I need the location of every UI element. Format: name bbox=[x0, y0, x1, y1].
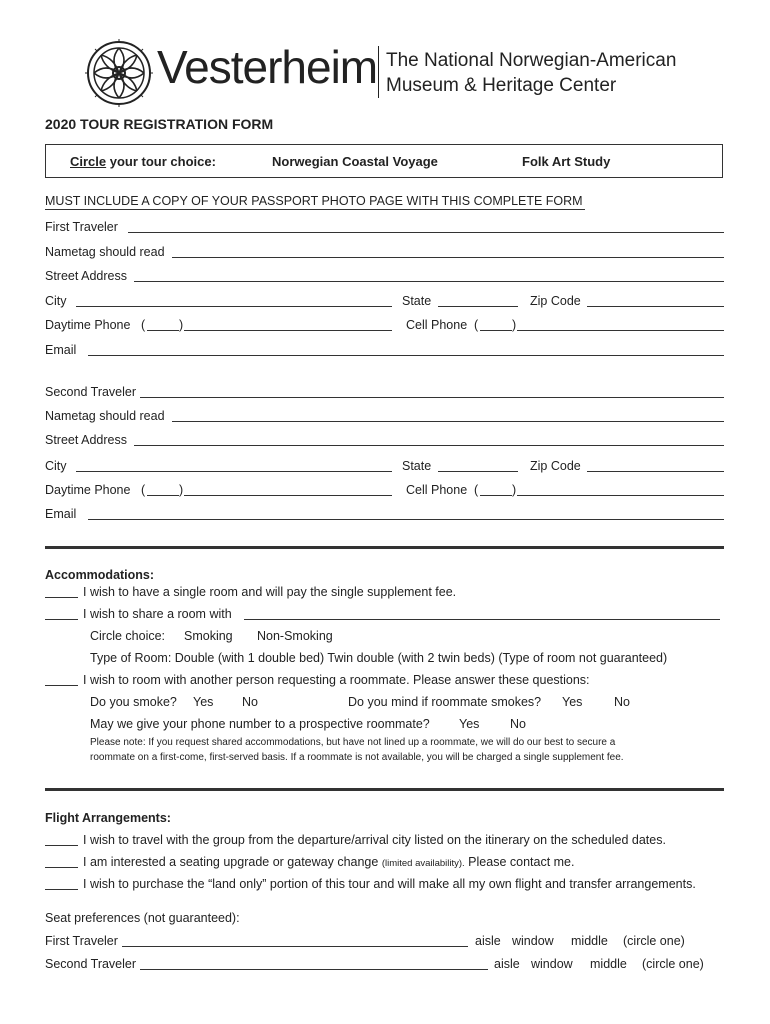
circle-choice-label: Circle choice: bbox=[90, 629, 166, 643]
land-only-option: I wish to purchase the “land only” portion of this tour and will make all my own flight and transfer arrangements. bbox=[83, 877, 696, 891]
tour-choice-label bbox=[70, 154, 216, 169]
seat-first-traveler-field[interactable] bbox=[122, 946, 468, 947]
traveler1-name-label: First Traveler bbox=[45, 220, 118, 234]
share-room-option: I wish to share a room with bbox=[83, 607, 232, 621]
seat-second-middle[interactable]: middle bbox=[590, 957, 627, 971]
accommodations-heading: Accommodations: bbox=[45, 568, 155, 582]
land-only-checkbox-blank[interactable] bbox=[45, 889, 78, 890]
traveler1-daytime-paren-close: ) bbox=[179, 318, 184, 332]
traveler2-nametag-label: Nametag should read bbox=[45, 409, 165, 423]
traveler1-city-label: City bbox=[45, 294, 67, 308]
roommate-request-checkbox-blank[interactable] bbox=[45, 685, 78, 686]
traveler1-street-label: Street Address bbox=[45, 269, 127, 283]
flight-upgrade-limited: (limited availability). bbox=[381, 858, 465, 869]
question-share-phone: May we give your phone number to a prospective roommate? bbox=[90, 717, 430, 731]
traveler2-email-field[interactable] bbox=[88, 519, 724, 520]
traveler2-daytime-phone-field[interactable] bbox=[184, 495, 392, 496]
traveler2-name-field[interactable] bbox=[140, 397, 724, 398]
traveler2-name-label: Second Traveler bbox=[45, 385, 137, 399]
seat-first-middle[interactable]: middle bbox=[571, 934, 608, 948]
seat-preferences-heading: Seat preferences (not guaranteed): bbox=[45, 911, 240, 925]
seat-second-aisle[interactable]: aisle bbox=[494, 957, 520, 971]
passport-requirement-note bbox=[45, 194, 583, 208]
smoking-option[interactable]: Smoking bbox=[184, 629, 233, 643]
traveler1-cell-area-field[interactable] bbox=[480, 330, 512, 331]
mind-smokes-no[interactable]: No bbox=[614, 695, 630, 709]
tour-choice-label-rest: your tour choice: bbox=[106, 154, 216, 169]
flight-upgrade-contact: Please contact me. bbox=[464, 855, 575, 869]
traveler1-email-field[interactable] bbox=[88, 355, 724, 356]
flight-upgrade-option bbox=[83, 854, 574, 872]
traveler2-street-label: Street Address bbox=[45, 433, 127, 447]
traveler1-zip-label: Zip Code bbox=[530, 294, 581, 308]
traveler1-cell-label: Cell Phone bbox=[406, 318, 468, 332]
traveler2-daytime-area-field[interactable] bbox=[147, 495, 179, 496]
seat-second-traveler-field[interactable] bbox=[140, 969, 488, 970]
seat-second-window[interactable]: window bbox=[531, 957, 573, 971]
traveler1-cell-paren-open: ( bbox=[474, 318, 479, 332]
question-do-you-smoke: Do you smoke? bbox=[90, 695, 177, 709]
share-room-checkbox-blank[interactable] bbox=[45, 619, 78, 620]
traveler1-nametag-field[interactable] bbox=[172, 257, 724, 258]
room-type-options[interactable]: Type of Room: Double (with 1 double bed) Twin double (with 2 twin beds) (Type of room not guaranteed) bbox=[90, 651, 668, 665]
traveler2-city-label: City bbox=[45, 459, 67, 473]
section-divider-1 bbox=[45, 546, 724, 549]
flight-heading: Flight Arrangements: bbox=[45, 811, 171, 825]
traveler1-daytime-label: Daytime Phone bbox=[45, 318, 131, 332]
mind-smokes-yes[interactable]: Yes bbox=[562, 695, 583, 709]
traveler2-cell-phone-field[interactable] bbox=[517, 495, 724, 496]
traveler2-daytime-label: Daytime Phone bbox=[45, 483, 131, 497]
question-mind-roommate-smokes: Do you mind if roommate smokes? bbox=[348, 695, 542, 709]
circle-word: Circle bbox=[70, 154, 107, 169]
traveler1-daytime-phone-field[interactable] bbox=[184, 330, 392, 331]
accommodations-note-line1: Please note: If you request shared accommodations, but have not lined up a roommate, we will do our best to secure a bbox=[90, 737, 616, 748]
traveler2-daytime-paren-close: ) bbox=[179, 483, 184, 497]
share-phone-yes[interactable]: Yes bbox=[459, 717, 480, 731]
traveler2-zip-label: Zip Code bbox=[530, 459, 581, 473]
single-room-option: I wish to have a single room and will pay the single supplement fee. bbox=[83, 585, 457, 599]
accommodations-note-line2: roommate on a first-come, first-served basis. If a roommate is not available, you will be charged a single supplement fee. bbox=[90, 752, 624, 763]
form-title: 2020 TOUR REGISTRATION FORM bbox=[45, 116, 274, 132]
traveler2-cell-label: Cell Phone bbox=[406, 483, 468, 497]
section-divider-2 bbox=[45, 788, 724, 791]
traveler2-nametag-field[interactable] bbox=[172, 421, 724, 422]
seat-second-circle-one: (circle one) bbox=[642, 957, 704, 971]
flight-group-option: I wish to travel with the group from the departure/arrival city listed on the itinerary on the scheduled dates. bbox=[83, 833, 666, 847]
flight-upgrade-checkbox-blank[interactable] bbox=[45, 867, 78, 868]
single-room-checkbox-blank[interactable] bbox=[45, 597, 78, 598]
traveler1-daytime-area-field[interactable] bbox=[147, 330, 179, 331]
traveler2-state-field[interactable] bbox=[438, 471, 518, 472]
traveler1-state-field[interactable] bbox=[438, 306, 518, 307]
traveler2-cell-paren-open: ( bbox=[474, 483, 479, 497]
tour-option-coastal-voyage[interactable]: Norwegian Coastal Voyage bbox=[272, 154, 438, 169]
traveler1-daytime-paren-open: ( bbox=[141, 318, 146, 332]
traveler2-city-field[interactable] bbox=[76, 471, 392, 472]
non-smoking-option[interactable]: Non-Smoking bbox=[257, 629, 333, 643]
seat-second-traveler-label: Second Traveler bbox=[45, 957, 137, 971]
logo-divider bbox=[378, 46, 379, 98]
seat-first-traveler-label: First Traveler bbox=[45, 934, 118, 948]
passport-note-text: MUST INCLUDE A COPY OF YOUR PASSPORT PHOTO PAGE WITH THIS COMPLETE FORM bbox=[45, 194, 583, 208]
do-you-smoke-yes[interactable]: Yes bbox=[193, 695, 214, 709]
passport-note-underline bbox=[45, 209, 585, 210]
traveler2-email-label: Email bbox=[45, 507, 77, 521]
share-phone-no[interactable]: No bbox=[510, 717, 526, 731]
traveler1-nametag-label: Nametag should read bbox=[45, 245, 165, 259]
seat-first-aisle[interactable]: aisle bbox=[475, 934, 501, 948]
seat-first-circle-one: (circle one) bbox=[623, 934, 685, 948]
traveler1-zip-field[interactable] bbox=[587, 306, 724, 307]
traveler2-zip-field[interactable] bbox=[587, 471, 724, 472]
traveler1-name-field[interactable] bbox=[128, 232, 724, 233]
traveler1-cell-phone-field[interactable] bbox=[517, 330, 724, 331]
traveler1-cell-paren-close: ) bbox=[512, 318, 517, 332]
traveler1-email-label: Email bbox=[45, 343, 77, 357]
vesterheim-logo-icon bbox=[84, 38, 154, 108]
traveler1-city-field[interactable] bbox=[76, 306, 392, 307]
flight-upgrade-text: I am interested a seating upgrade or gateway change bbox=[83, 855, 382, 869]
roommate-request-option: I wish to room with another person requesting a roommate. Please answer these questions: bbox=[83, 673, 590, 687]
traveler2-cell-area-field[interactable] bbox=[480, 495, 512, 496]
do-you-smoke-no[interactable]: No bbox=[242, 695, 258, 709]
seat-first-window[interactable]: window bbox=[512, 934, 554, 948]
logo-wordmark: Vesterheim bbox=[157, 41, 378, 93]
flight-group-checkbox-blank[interactable] bbox=[45, 845, 78, 846]
traveler2-daytime-paren-open: ( bbox=[141, 483, 146, 497]
traveler2-street-field[interactable] bbox=[134, 445, 724, 446]
traveler1-street-field[interactable] bbox=[134, 281, 724, 282]
tour-option-folk-art[interactable]: Folk Art Study bbox=[522, 154, 611, 169]
traveler1-state-label: State bbox=[402, 294, 432, 308]
traveler2-cell-paren-close: ) bbox=[512, 483, 517, 497]
traveler2-state-label: State bbox=[402, 459, 432, 473]
logo-subtitle-line1: The National Norwegian-American bbox=[386, 50, 677, 71]
share-room-name-field[interactable] bbox=[244, 619, 720, 620]
logo-subtitle-line2: Museum & Heritage Center bbox=[386, 75, 617, 96]
